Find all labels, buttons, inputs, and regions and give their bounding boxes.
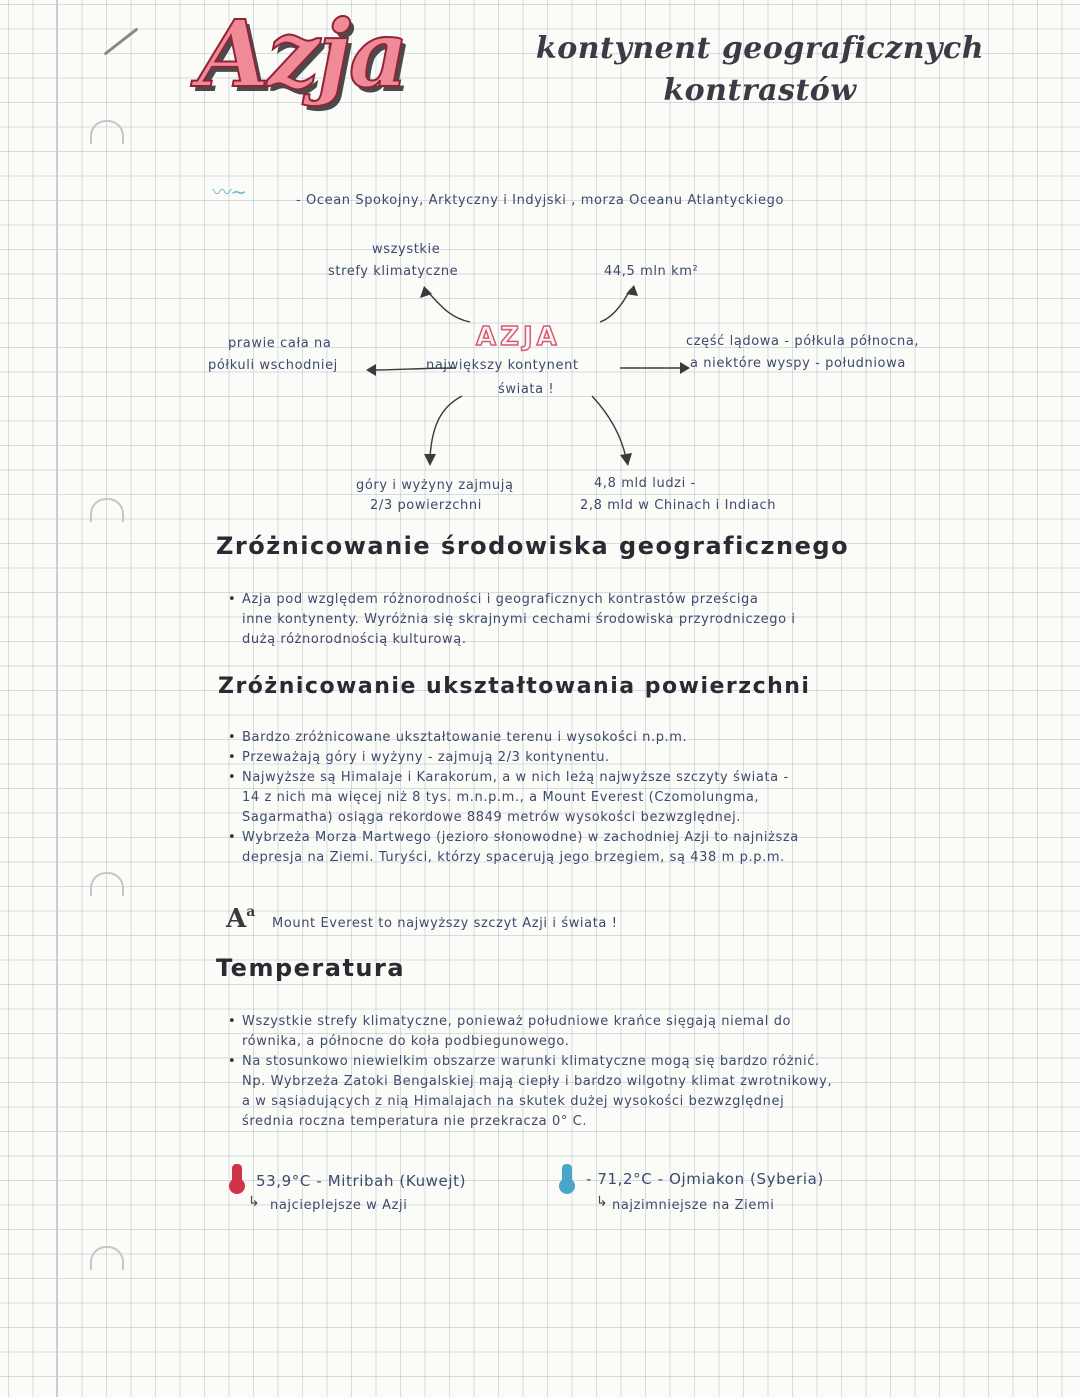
text-line: 14 z nich ma więcej niż 8 tys. m.n.p.m., a Mount Everest (Czomolungma, bbox=[242, 790, 760, 805]
mindmap-top-left-line-1: wszystkie bbox=[372, 242, 441, 257]
subtitle-line-1: kontynent geograficznych bbox=[535, 31, 985, 66]
bullet: • bbox=[228, 770, 237, 785]
mindmap-top-left-line-2: strefy klimatyczne bbox=[328, 264, 459, 279]
mindmap-center-line-2: świata ! bbox=[498, 382, 555, 397]
hot-caption: najcieplejsze w Azji bbox=[270, 1198, 408, 1213]
mindmap-right-line-2: a niektóre wyspy - południowa bbox=[690, 356, 906, 371]
cold-record: - 71,2°C - Ojmiakon (Syberia) bbox=[586, 1170, 824, 1188]
text-line: Najwyższe są Himalaje i Karakorum, a w nich leżą najwyższe szczyty świata - bbox=[242, 770, 789, 785]
mindmap-bottom-right-line-1: 4,8 mld ludzi - bbox=[594, 476, 696, 491]
curved-arrow-icon: ↳ bbox=[248, 1194, 260, 1210]
page-title: Azja bbox=[198, 0, 407, 108]
wave-icon: 〰 ~ bbox=[212, 180, 244, 204]
bullet: • bbox=[228, 730, 237, 745]
text-line: Azja pod względem różnorodności i geograficznych kontrastów prześciga bbox=[242, 592, 759, 607]
mindmap-bottom-left-line-1: góry i wyżyny zajmują bbox=[356, 478, 514, 493]
text-line: Na stosunkowo niewielkim obszarze warunki klimatyczne mogą się bardzo różnić. bbox=[242, 1054, 820, 1069]
section-heading-environment: Zróżnicowanie środowiska geograficznego bbox=[216, 532, 850, 560]
thermometer-cold-icon bbox=[562, 1164, 572, 1190]
section-relief-text bbox=[228, 728, 799, 868]
text-line: Sagarmatha) osiąga rekordowe 8849 metrów wysokości bezwzględnej. bbox=[242, 810, 742, 825]
aa-icon: $A^a$ bbox=[226, 904, 256, 934]
mindmap-center: AZJA bbox=[476, 322, 561, 352]
cold-caption: najzimniejsze na Ziemi bbox=[612, 1198, 775, 1213]
mindmap-bottom-right-line-2: 2,8 mld w Chinach i Indiach bbox=[580, 498, 777, 513]
everest-note: Mount Everest to najwyższy szczyt Azji i świata ! bbox=[272, 916, 618, 931]
text-line: Wybrzeża Morza Martwego (jezioro słonowodne) w zachodniej Azji to najniższa bbox=[242, 830, 799, 845]
mindmap-bottom-left-line-2: 2/3 powierzchni bbox=[370, 498, 482, 513]
section-temperature-text bbox=[228, 1012, 832, 1132]
mindmap-top-right: 44,5 mln km² bbox=[604, 264, 699, 279]
mindmap-right-line-1: część lądowa - półkula północna, bbox=[686, 334, 920, 349]
text-line: Np. Wybrzeża Zatoki Bengalskiej mają ciepły i bardzo wilgotny klimat zwrotnikowy, bbox=[242, 1074, 833, 1089]
section-heading-relief: Zróżnicowanie ukształtowania powierzchni bbox=[218, 674, 811, 699]
text-line: a w sąsiadujących z nią Himalajach na skutek dużej wysokości bezwzględnej bbox=[242, 1094, 785, 1109]
section-heading-temperature: Temperatura bbox=[216, 954, 406, 982]
hot-record: 53,9°C - Mitribah (Kuwejt) bbox=[256, 1172, 467, 1190]
text-line: średnia roczna temperatura nie przekracza 0° C. bbox=[242, 1114, 588, 1129]
bullet: • bbox=[228, 830, 237, 845]
bullet: • bbox=[228, 1054, 237, 1069]
thermometer-hot-icon bbox=[232, 1164, 242, 1190]
oceans-line: - Ocean Spokojny, Arktyczny i Indyjski , morza Oceanu Atlantyckiego bbox=[296, 193, 785, 208]
bullet: • bbox=[228, 592, 237, 607]
text-line: dużą różnorodnością kulturową. bbox=[242, 632, 467, 647]
text-line: Przeważają góry i wyżyny - zajmują 2/3 kontynentu. bbox=[242, 750, 610, 765]
text-line: Wszystkie strefy klimatyczne, ponieważ południowe krańce sięgają niemal do bbox=[242, 1014, 792, 1029]
text-line: inne kontynenty. Wyróżnia się skrajnymi cechami środowiska przyrodniczego i bbox=[242, 612, 796, 627]
text-line: depresja na Ziemi. Turyści, którzy spacerują jego brzegiem, są 438 m p.p.m. bbox=[242, 850, 785, 865]
text-line: równika, a północne do koła podbiegunowego. bbox=[242, 1034, 570, 1049]
bullet: • bbox=[228, 750, 237, 765]
curved-arrow-icon: ↳ bbox=[596, 1194, 608, 1210]
section-environment-text bbox=[228, 590, 796, 650]
bullet: • bbox=[228, 1014, 237, 1029]
mindmap-left-line-2: półkuli wschodniej bbox=[208, 358, 338, 373]
subtitle-line-2: kontrastów bbox=[663, 73, 857, 108]
mindmap-left-line-1: prawie cała na bbox=[228, 336, 332, 351]
text-line: Bardzo zróżnicowane ukształtowanie terenu i wysokości n.p.m. bbox=[242, 730, 688, 745]
mindmap-center-line-1: największy kontynent bbox=[426, 358, 579, 373]
